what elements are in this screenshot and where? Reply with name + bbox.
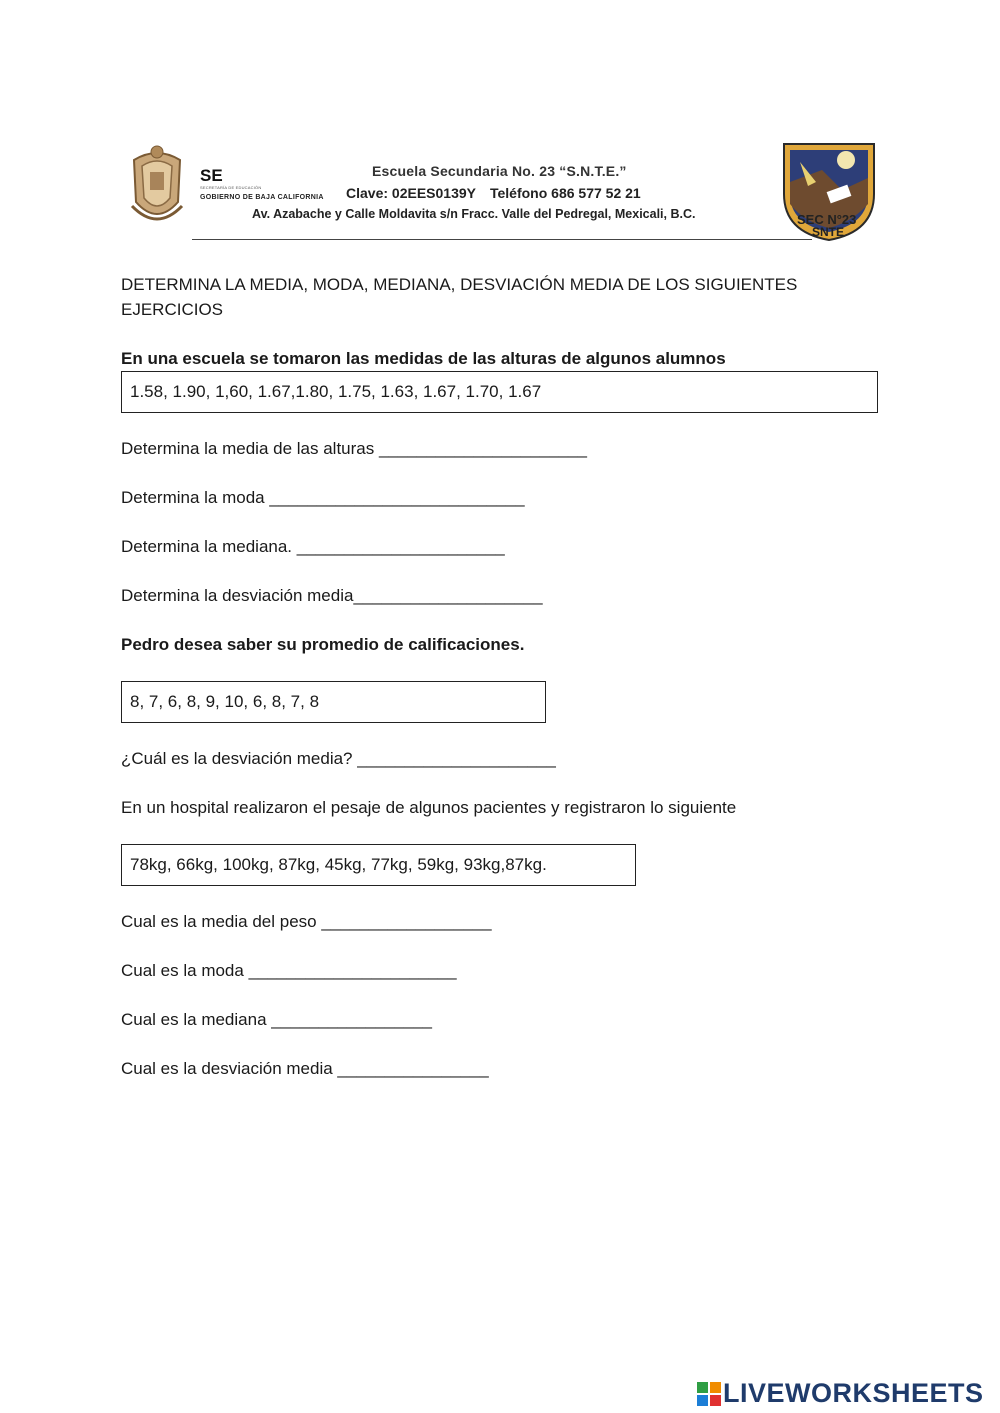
exercise-1-question-mediana[interactable]: Determina la mediana. ______________________ <box>121 537 505 556</box>
exercise-1-question-moda[interactable]: Determina la moda ___________________________ <box>121 488 525 507</box>
exercise-1-title: En una escuela se tomaron las medidas de las alturas de algunos alumnos <box>121 349 726 368</box>
se-subtitle: SECRETARÍA DE EDUCACIÓN <box>200 185 262 190</box>
instructions-line-1: DETERMINA LA MEDIA, MODA, MEDIANA, DESVIACIÓN MEDIA DE LOS SIGUIENTES <box>121 275 798 294</box>
exercise-2-data-box: 8, 7, 6, 8, 9, 10, 6, 8, 7, 8 <box>121 681 546 723</box>
exercise-3-question-desviacion[interactable]: Cual es la desviación media ________________ <box>121 1059 489 1078</box>
school-logo-sublabel: SNTE <box>812 225 845 239</box>
liveworksheets-logo-icon <box>697 1382 721 1406</box>
liveworksheets-brand: LIVEWORKSHEETS <box>723 1378 984 1408</box>
instructions <box>121 272 901 322</box>
header-divider <box>192 239 812 240</box>
school-clave-phone <box>346 185 641 201</box>
exercise-3-question-moda[interactable]: Cual es la moda ______________________ <box>121 961 457 980</box>
baja-california-coat-of-arms-icon <box>128 142 186 230</box>
school-clave: Clave: 02EES0139Y <box>346 185 476 201</box>
exercise-2-title: Pedro desea saber su promedio de calificaciones. <box>121 635 525 654</box>
government-label: GOBIERNO DE BAJA CALIFORNIA <box>200 194 324 201</box>
school-address: Av. Azabache y Calle Moldavita s/n Fracc. Valle del Pedregal, Mexicali, B.C. <box>252 207 696 221</box>
school-phone: Teléfono 686 577 52 21 <box>489 185 641 201</box>
exercise-1-question-desviacion[interactable]: Determina la desviación media____________________ <box>121 586 543 605</box>
instructions-line-2: EJERCICIOS <box>121 300 224 319</box>
exercise-3-question-mediana[interactable]: Cual es la mediana _________________ <box>121 1010 432 1029</box>
exercise-3-question-media[interactable]: Cual es la media del peso __________________ <box>121 912 492 931</box>
exercise-3-data-box: 78kg, 66kg, 100kg, 87kg, 45kg, 77kg, 59kg, 93kg,87kg. <box>121 844 636 886</box>
exercise-1-question-media[interactable]: Determina la media de las alturas ______________________ <box>121 439 587 458</box>
exercise-2-question-desviacion[interactable]: ¿Cuál es la desviación media? _____________________ <box>121 749 556 768</box>
school-logo-label: SEC N°23 <box>797 212 857 227</box>
exercise-1-data-box: 1.58, 1.90, 1,60, 1.67,1.80, 1.75, 1.63, 1.67, 1.70, 1.67 <box>121 371 878 413</box>
se-title: SE <box>200 166 223 185</box>
exercise-3-title: En un hospital realizaron el pesaje de algunos pacientes y registraron lo siguiente <box>121 798 737 817</box>
school-name: Escuela Secundaria No. 23 “S.N.T.E.” <box>372 163 627 179</box>
